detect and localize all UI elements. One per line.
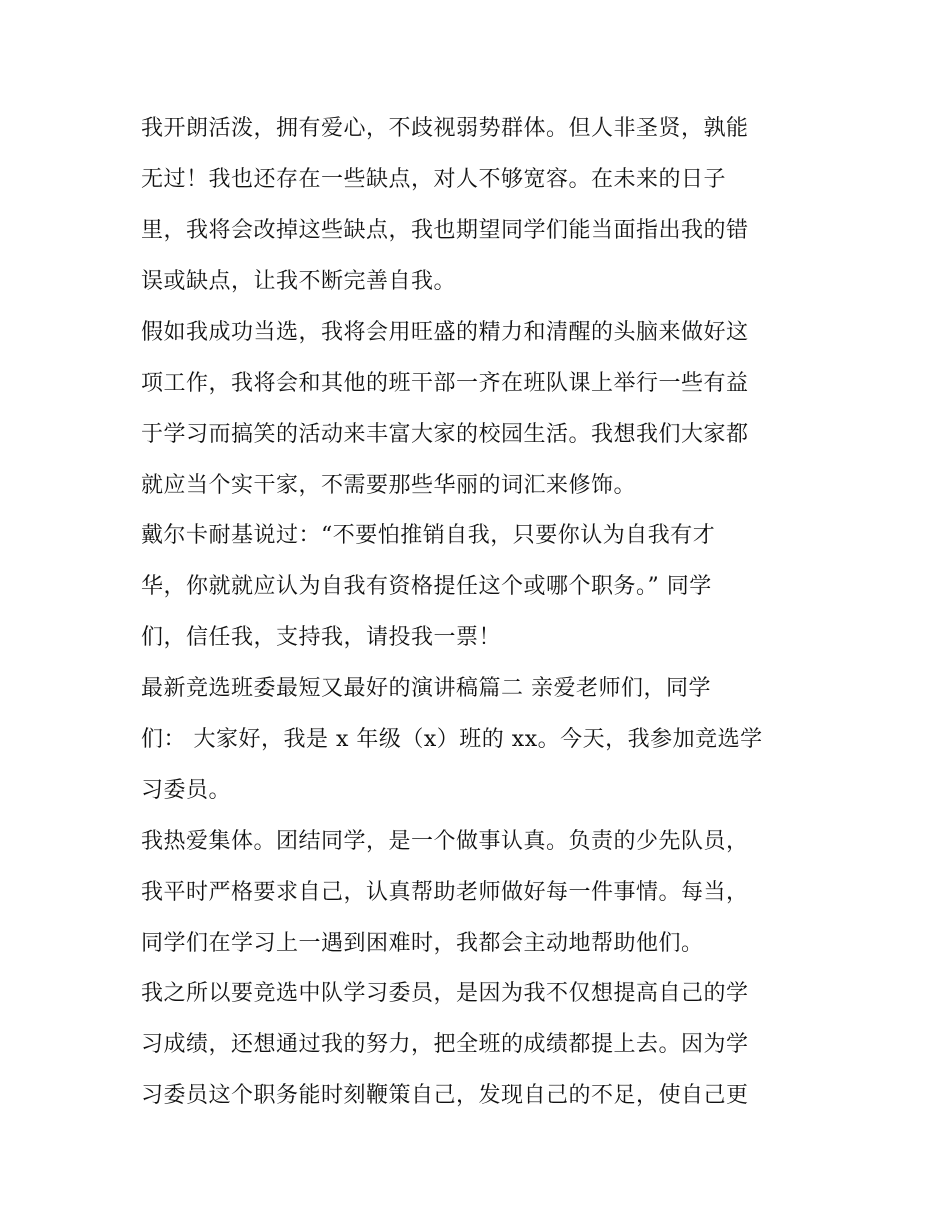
text-line: 于学习而搞笑的活动来丰富大家的校园生活。我想我们大家都	[141, 422, 749, 447]
text-line: 戴尔卡耐基说过：“不要怕推销自我，只要你认为自我有才	[141, 523, 716, 548]
text-line: 里，我将会改掉这些缺点，我也期望同学们能当面指出我的错	[141, 218, 749, 243]
text-line: 我平时严格要求自己，认真帮助老师做好每一件事情。每当，	[141, 880, 749, 905]
text-line: 项工作，我将会和其他的班干部一齐在班队课上举行一些有益	[141, 371, 749, 396]
text-line: 习委员这个职务能时刻鞭策自己，发现自己的不足，使自己更	[141, 1083, 749, 1108]
text-line: 华，你就就应认为自我有资格提任这个或哪个职务。” 同学	[141, 574, 712, 599]
text-line: 无过！我也还存在一些缺点，对人不够宽容。在未来的日子	[141, 167, 727, 192]
text-line: 假如我成功当选，我将会用旺盛的精力和清醒的头脑来做好这	[141, 320, 749, 345]
text-line: 同学们在学习上一遇到困难时，我都会主动地帮助他们。	[141, 931, 704, 956]
text-line: 最新竞选班委最短又最好的演讲稿篇二 亲爱老师们，同学	[141, 676, 711, 701]
text-line: 习委员。	[141, 778, 232, 803]
text-line: 们： 大家好，我是 x 年级（x）班的 xx。今天，我参加竞选学	[141, 727, 763, 752]
text-line: 误或缺点，让我不断完善自我。	[141, 269, 457, 294]
text-line: 习成绩，还想通过我的努力，把全班的成绩都提上去。因为学	[141, 1032, 749, 1057]
text-line: 我热爱集体。团结同学，是一个做事认真。负责的少先队员，	[141, 829, 749, 854]
text-line: 我开朗活泼，拥有爱心，不歧视弱势群体。但人非圣贤，孰能	[141, 116, 749, 141]
text-line: 我之所以要竞选中队学习委员，是因为我不仅想提高自己的学	[141, 981, 749, 1006]
text-line: 们，信任我，支持我，请投我一票！	[141, 625, 502, 650]
text-line: 就应当个实干家，不需要那些华丽的词汇来修饰。	[141, 473, 637, 498]
